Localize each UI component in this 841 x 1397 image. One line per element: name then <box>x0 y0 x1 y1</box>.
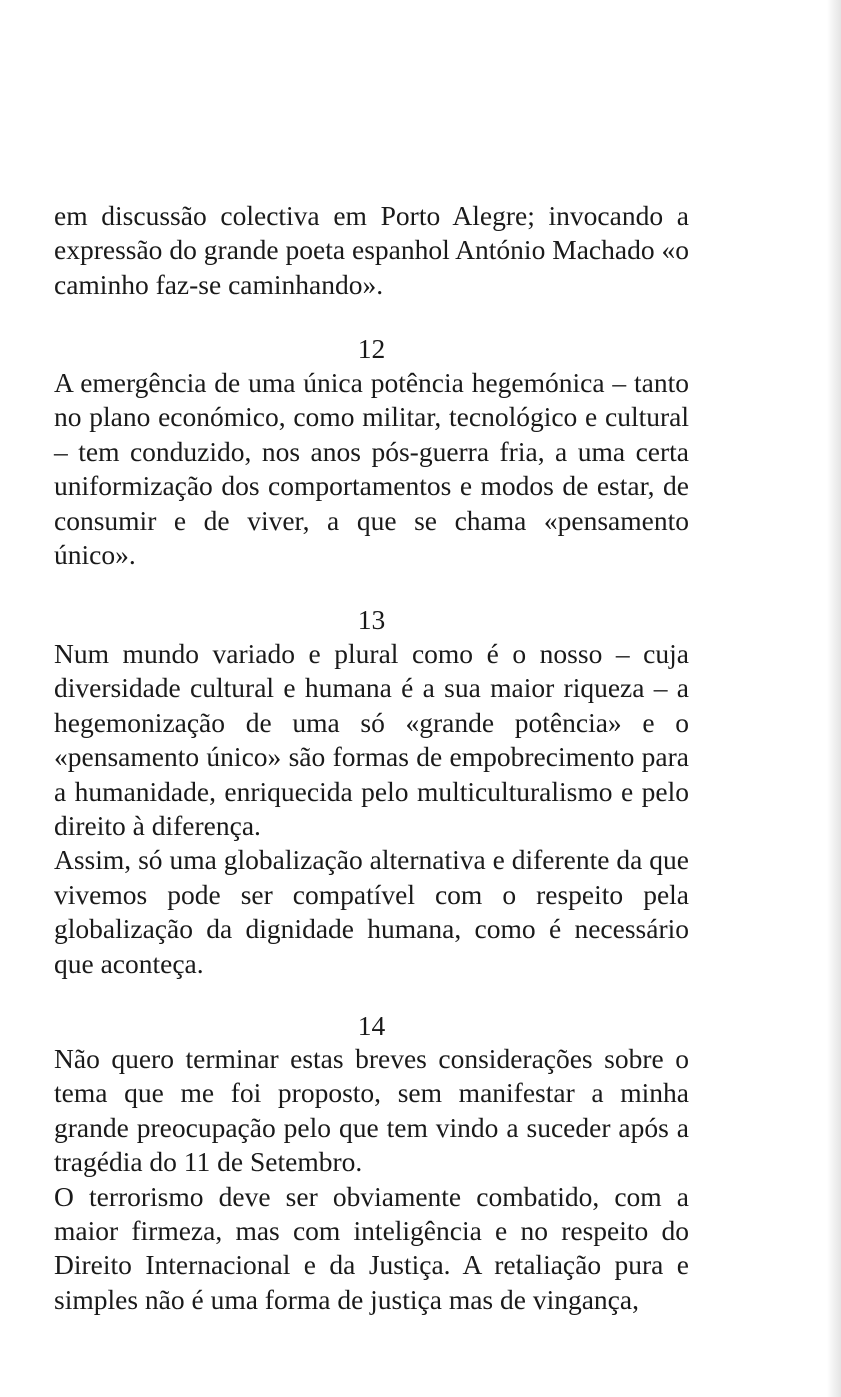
section-13-paragraph-2: Assim, só uma globalização alternativa e diferente da que vivemos pode ser compatível com o respeito pela globalização da dignidade humana, como é necessário que aconteça. <box>54 844 689 979</box>
section-13-paragraph-1: Num mundo variado e plural como é o nosso – cuja diversidade cultural e humana é a sua maior riqueza – a hegemonização de uma só «grande potência» e o «pensamento único» são formas de empobrecimento para a humanidade, enriquecida pelo multiculturalismo e pelo direito à diferença. <box>54 638 689 842</box>
section-number-12: 12 <box>357 333 386 364</box>
intro-paragraph: em discussão colectiva em Porto Alegre; invocando a expressão do grande poeta espanhol António Machado «o caminho faz-se caminhando». <box>54 200 689 300</box>
section-14-block <box>54 1042 689 1317</box>
page-edge-shadow <box>827 0 841 1397</box>
section-14-paragraph-1: Não quero terminar estas breves considerações sobre o tema que me foi proposto, sem manifestar a minha grande preocupação pelo que tem vindo a suceder após a tragédia do 11 de Setembro. <box>54 1043 689 1178</box>
section-12-block <box>54 366 689 572</box>
section-12-paragraph-1: A emergência de uma única potência hegemónica – tanto no plano económico, como militar, tecnológico e cultural – tem conduzido, nos anos pós-guerra fria, a uma certa uniformização dos comportamentos e modos de estar, de consumir e de viver, a que se chama «pensamento único». <box>54 367 689 571</box>
intro-block <box>54 199 689 302</box>
section-number-14: 14 <box>357 1010 386 1041</box>
section-14-paragraph-2: O terrorismo deve ser obviamente combatido, com a maior firmeza, mas com inteligência e no respeito do Direito Internacional e da Justiça. A retaliação pura e simples não é uma forma de justiça mas de vingança, <box>54 1180 689 1315</box>
section-number-13: 13 <box>357 604 386 635</box>
section-13-block <box>54 637 689 981</box>
